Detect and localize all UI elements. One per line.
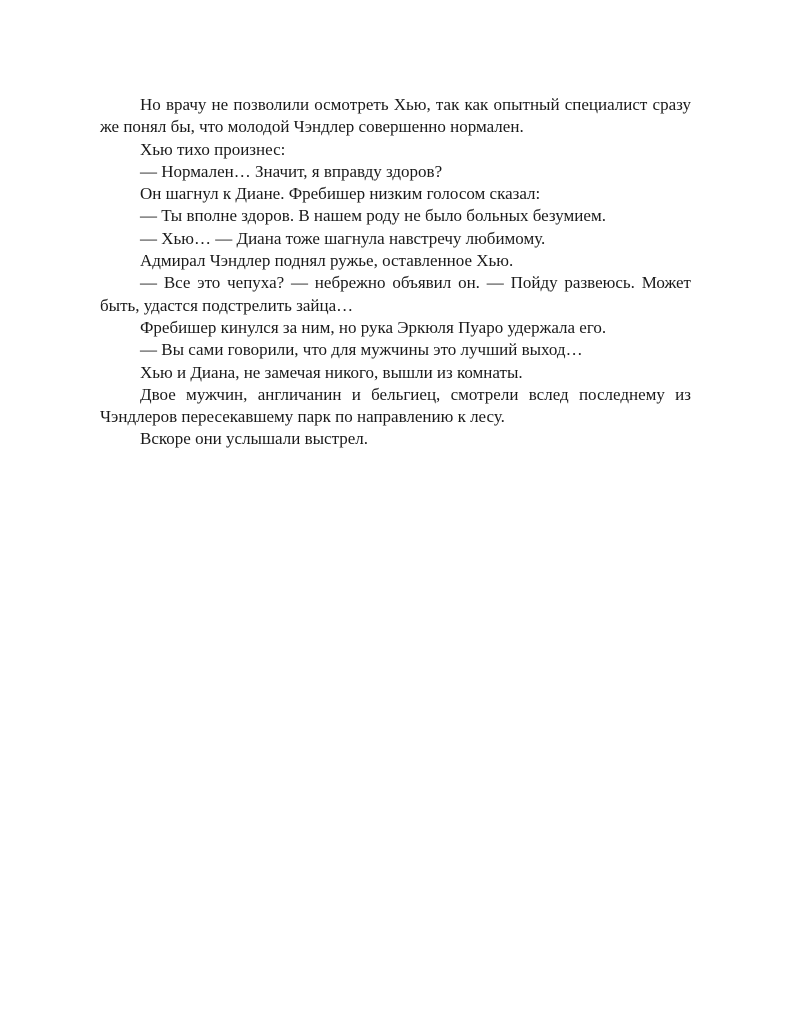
body-text	[100, 94, 691, 451]
paragraph-4: Он шагнул к Диане. Фребишер низким голосом сказал:	[140, 184, 541, 204]
paragraph-13: Вскоре они услышали выстрел.	[140, 429, 368, 449]
paragraph-2: Хью тихо произнес:	[140, 139, 286, 159]
paragraph-8: — Все это чепуха? — небрежно объявил он. — Пойду развеюсь. Может быть, удастся подстрелить зайца…	[100, 273, 691, 315]
paragraph-3: — Нормален… Значит, я вправду здоров?	[140, 161, 443, 181]
paragraph-5: — Ты вполне здоров. В нашем роду не было больных безумием.	[140, 206, 606, 226]
paragraph-6: — Хью… — Диана тоже шагнула навстречу любимому.	[140, 228, 546, 248]
paragraph-1: Но врачу не позволили осмотреть Хью, так как опытный специалист сразу же понял бы, что молодой Чэндлер совершенно нормален.	[100, 95, 691, 137]
paragraph-7: Адмирал Чэндлер поднял ружье, оставленное Хью.	[140, 251, 514, 271]
paragraph-11: Хью и Диана, не замечая никого, вышли из комнаты.	[140, 362, 523, 382]
paragraph-10: — Вы сами говорили, что для мужчины это лучший выход…	[140, 340, 583, 360]
paragraph-9: Фребишер кинулся за ним, но рука Эркюля Пуаро удержала его.	[140, 317, 607, 337]
paragraph-12: Двое мужчин, англичанин и бельгиец, смотрели вслед последнему из Чэндлеров пересекавшему парк по направлению к лесу.	[100, 384, 691, 427]
